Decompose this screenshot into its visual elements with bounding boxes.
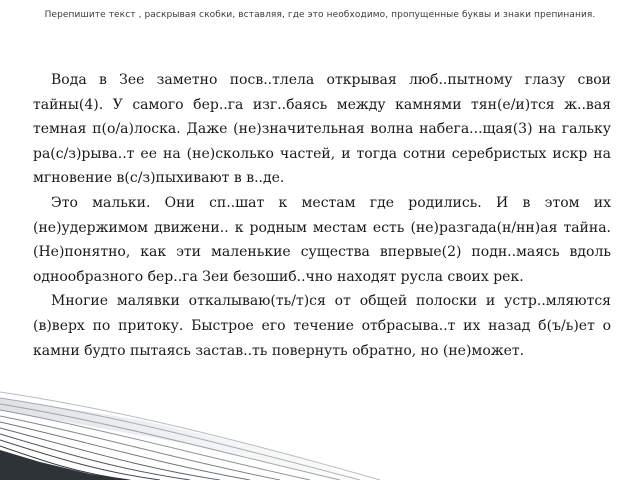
paragraph-1: Вода в Зее заметно посв..тлела открывая люб..пытному глазу свои тайны(4). У самого бер..га изг..баясь между камнями тян(е/и)тся ж..вая темная п(о/а)лоска. Даже (не)значительная волна набега...щая(3) на гальку ра(с/з)рыва..т ее на (не)сколько частей, и тогда сотни серебристых искр на мгновение в(с/з)пыхивают в в..де. bbox=[33, 72, 611, 187]
paragraph-2: Это мальки. Они сп..шат к местам где родились. И в этом их (не)удержимом движени.. к родным местам есть (не)разгада(н/нн)ая тайна. (Не)понятно, как эти маленькие существа впервые(2) подн..маясь вдоль однообразного бер..га Зеи безошиб..чно находят русла своих рек. bbox=[33, 194, 611, 285]
task-instruction: Перепишите текст , раскрывая скобки, вставляя, где это необходимо, пропущенные буквы и знаки препинания. bbox=[44, 10, 596, 20]
paragraph-3: Многие малявки откалываю(ть/т)ся от общей полоски и устр..мляются (в)верх по притоку. Быстрое его течение отбрасыва..т их назад б(ъ/ь)ет о камни будто пытаясь застав..ть повернуть обратно, но (не)может. bbox=[33, 293, 611, 359]
